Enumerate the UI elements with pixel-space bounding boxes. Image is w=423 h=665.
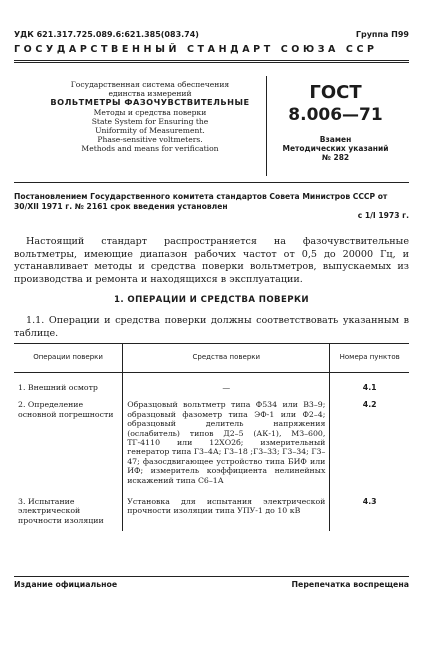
title-bottom-rule xyxy=(14,182,409,183)
footer-rule xyxy=(14,576,409,577)
table-row xyxy=(14,497,409,531)
replaces-line-3: № 282 xyxy=(321,153,350,162)
effective-date: с 1/I 1973 г. xyxy=(357,211,409,220)
english-line-2: Uniformity of Measurement. xyxy=(95,126,205,136)
row-means: — xyxy=(123,373,330,401)
document-subtitle: Методы и средства поверки xyxy=(93,107,207,117)
table-row xyxy=(14,373,409,401)
title-divider xyxy=(266,76,267,176)
header-means: Средства поверки xyxy=(123,344,330,373)
system-line-1: Государственная система обеспечения xyxy=(70,80,230,89)
gost-block xyxy=(268,82,403,162)
group-code: Группа П99 xyxy=(355,30,409,39)
intro-paragraph: Настоящий стандарт распространяется на фазочувствительные вольтметры, имеющие диапазон рабочих частот от 0,5 до 20000 Гц, и устанавливает методы и средства поверки вольтметров, выпускаемых из производства и ремонта и находящихся в эксплуатации. xyxy=(14,236,409,285)
standard-banner: ГОСУДАРСТВЕННЫЙ СТАНДАРТ СОЮЗА ССР xyxy=(14,44,378,55)
row-means: Установка для испытания электрической прочности изоляции типа УПУ-1 до 10 кВ xyxy=(123,497,330,531)
row-points: 4.3 xyxy=(330,497,409,531)
row-points: 4.2 xyxy=(330,400,409,497)
replaces-line-2: Методических указаний xyxy=(282,144,389,153)
document-title: ВОЛЬТМЕТРЫ ФАЗОЧУВСТВИТЕЛЬНЫЕ xyxy=(50,97,250,108)
row-means: Образцовый вольтметр типа Ф534 или В3–9; образцовый фазометр типа ЭФ-1 или Ф2–4; образцовый делитель напряжения (ослабитель) типов Д2–5 (АК-1), МЗ–600, ТГ-4110 или 12ХО2б; измерительный генератор типа Г3–4А; Г3–18 ;Г3–33; Г3–34; Г3–47; фазосдвигающее устройство типа БИФ или ИФ; измеритель коэффициента нелинейных искажений типа С6–1А xyxy=(123,400,330,497)
row-operation: 1. Внешний осмотр xyxy=(18,383,98,392)
row-points: 4.1 xyxy=(330,373,409,401)
english-line-3: Phase-sensitive voltmeters. xyxy=(97,135,203,145)
english-line-1: State System for Ensuring the xyxy=(91,116,209,126)
table-row xyxy=(14,400,409,497)
operations-table xyxy=(14,343,409,531)
replaces-line-1: Взамен xyxy=(319,135,352,144)
row-operation: 2. Определение основной погрешности xyxy=(18,400,114,419)
decree-text: Постановлением Государственного комитета стандартов Совета Министров СССР от 30/XII 1971 г. № 2161 срок введения установлен xyxy=(14,192,388,211)
header-points: Номера пунктов xyxy=(330,344,409,373)
gost-label: ГОСТ xyxy=(309,82,362,103)
udk-code: УДК 621.317.725.089.6:621.385(083.74) xyxy=(14,30,199,39)
english-line-4: Methods and means for verification xyxy=(81,144,219,154)
reprint-note: Перепечатка воспрещена xyxy=(291,580,409,589)
table-header-row xyxy=(14,344,409,373)
paragraph-1-1: 1.1. Операции и средства поверки должны соответствовать указанным в таблице. xyxy=(14,315,409,339)
edition-note: Издание официальное xyxy=(14,580,118,589)
gost-number: 8.006—71 xyxy=(288,105,383,125)
section-title: 1. ОПЕРАЦИИ И СРЕДСТВА ПОВЕРКИ xyxy=(113,295,309,305)
header-operations: Операции поверки xyxy=(14,344,123,373)
header-rule-top xyxy=(14,60,409,61)
system-line-2: единства измерений xyxy=(108,89,192,99)
title-block xyxy=(40,80,260,154)
header-rule-bottom xyxy=(14,62,409,63)
row-operation: 3. Испытание электрической прочности изоляции xyxy=(18,497,104,525)
